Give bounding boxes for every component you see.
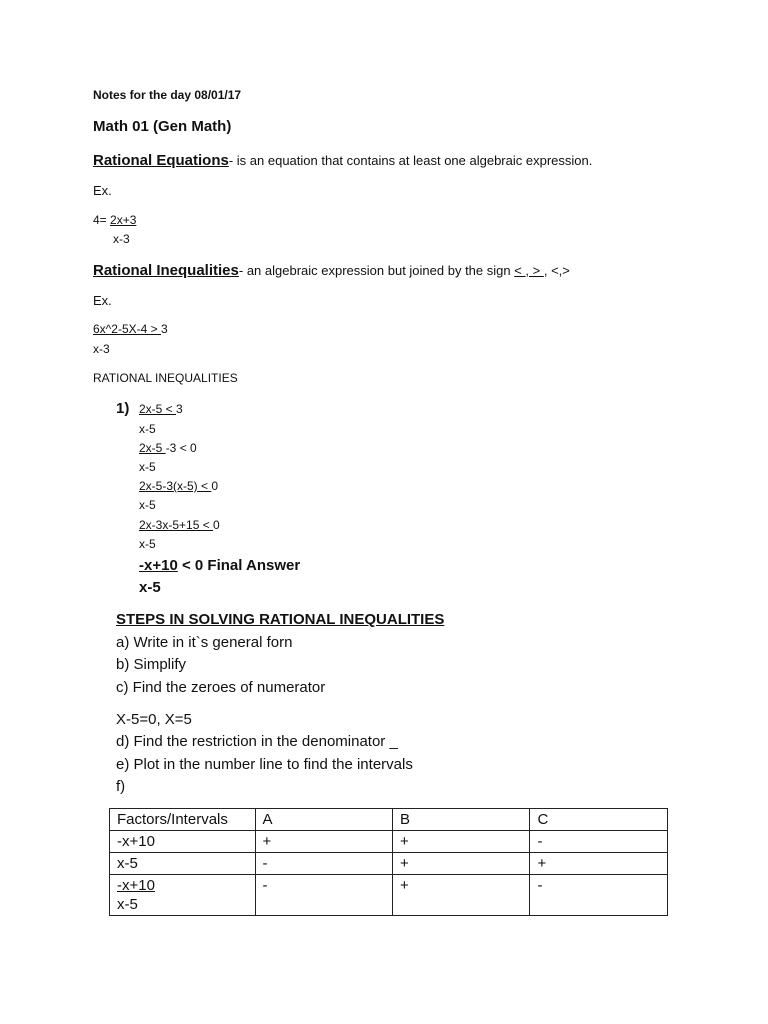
step-numerator	[139, 480, 218, 494]
table-cell: x-5	[110, 853, 256, 875]
step-1-denominator: x-5	[139, 422, 156, 436]
table-row	[110, 853, 668, 875]
table-cell: -	[530, 831, 668, 853]
step-3-rhs: 0	[211, 479, 219, 493]
step-a: a) Write in it`s general forn	[116, 634, 293, 651]
rational-equations-definition	[93, 152, 592, 170]
steps-heading: STEPS IN SOLVING RATIONAL INEQUALITIES	[116, 611, 445, 628]
final-numerator: -x+10	[139, 557, 178, 574]
equation-example-numerator	[93, 214, 136, 228]
equation-numerator: 2x+3	[110, 213, 137, 227]
fraction-numerator: -x+10	[117, 877, 155, 894]
step-1-rhs: 3	[176, 402, 183, 416]
fraction-denominator: x-5	[117, 896, 138, 913]
inequality-rhs: 3	[161, 322, 168, 336]
header-cell: Factors/Intervals	[110, 809, 256, 831]
inequality-signs: , <,>	[543, 263, 570, 278]
example-label: Ex.	[93, 293, 112, 308]
step-b: b) Simplify	[116, 656, 187, 673]
table-cell: +	[255, 831, 392, 853]
table-cell: +	[393, 853, 530, 875]
inequality-signs-underlined: < , >	[514, 263, 544, 278]
step-2-denominator: x-5	[139, 460, 156, 474]
inequality-denominator: x-3	[93, 342, 110, 356]
final-denominator: x-5	[139, 579, 161, 596]
rational-inequalities-definition	[93, 262, 570, 280]
final-answer	[139, 557, 300, 574]
table-cell	[110, 875, 256, 916]
rational-inequalities-text: - an algebraic expression but joined by the sign	[238, 263, 515, 278]
step-3-numerator: 2x-5-3(x-5) <	[139, 479, 212, 493]
problem-number: 1)	[116, 400, 130, 417]
table-cell: +	[393, 831, 530, 853]
inequality-numerator: 6x^2-5X-4 >	[93, 322, 161, 336]
step-numerator	[139, 403, 183, 417]
header-cell: C	[530, 809, 668, 831]
table-cell: +	[530, 853, 668, 875]
step-4-numerator: 2x-3x-5+15 <	[139, 518, 214, 532]
sign-chart-table	[109, 808, 668, 916]
table-cell: -	[530, 875, 668, 916]
zeroes-line: X-5=0, X=5	[116, 711, 192, 728]
inequality-example-numerator	[93, 323, 168, 337]
table-header-row	[110, 809, 668, 831]
step-c: c) Find the zeroes of numerator	[116, 679, 326, 696]
table-row	[110, 875, 668, 916]
equation-denominator: x-3	[113, 232, 130, 246]
header-cell: B	[393, 809, 530, 831]
rational-equations-term: Rational Equations	[93, 152, 229, 169]
equation-lhs: 4=	[93, 213, 111, 227]
step-3-denominator: x-5	[139, 498, 156, 512]
table-cell: -x+10	[110, 831, 256, 853]
example-label: Ex.	[93, 183, 112, 198]
table-cell: -	[255, 853, 392, 875]
step-numerator	[139, 442, 197, 456]
table-cell: -	[255, 875, 392, 916]
step-numerator	[139, 519, 220, 533]
step-2-rhs: -3 < 0	[165, 441, 197, 455]
step-1-numerator: 2x-5 <	[139, 402, 177, 416]
header-cell: A	[255, 809, 392, 831]
step-d: d) Find the restriction in the denominator _	[116, 733, 398, 750]
step-4-rhs: 0	[213, 518, 220, 532]
section-heading: RATIONAL INEQUALITIES	[93, 371, 238, 385]
table-cell: +	[393, 875, 530, 916]
rational-equations-text: - is an equation that contains at least one algebraic expression.	[228, 153, 593, 168]
final-answer-label: < 0 Final Answer	[177, 557, 301, 574]
step-4-denominator: x-5	[139, 537, 156, 551]
course-title: Math 01 (Gen Math)	[93, 118, 232, 135]
step-f: f)	[116, 778, 126, 795]
rational-inequalities-term: Rational Inequalities	[93, 262, 239, 279]
table-row	[110, 831, 668, 853]
notes-title: Notes for the day 08/01/17	[93, 88, 242, 102]
step-2-numerator: 2x-5	[139, 441, 166, 455]
step-e: e) Plot in the number line to find the intervals	[116, 756, 413, 773]
